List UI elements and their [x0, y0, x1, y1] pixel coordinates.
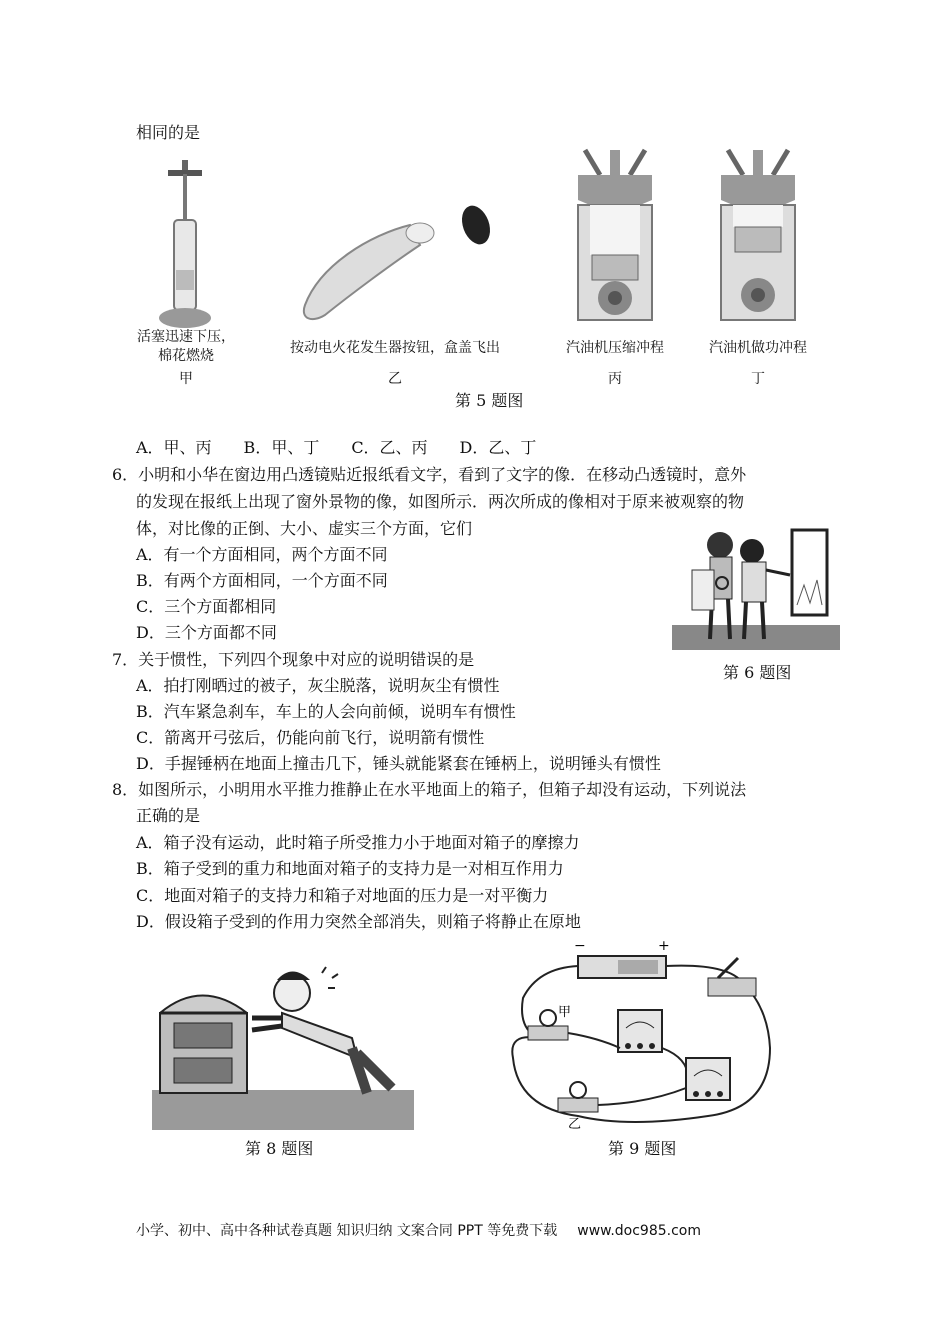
q9-circuit-image — [508, 938, 778, 1130]
q8-option-b: B．箱子受到的重力和地面对箱子的支持力是一对相互作用力 — [136, 859, 564, 878]
caption-ding: 汽油机做功冲程 — [709, 340, 807, 356]
engine-compression-image — [570, 150, 660, 325]
caption-jia-line2: 棉花燃烧 — [158, 348, 214, 364]
caption-jia-line1: 活塞迅速下压， — [137, 329, 235, 345]
continuation-text: 相同的是 — [136, 123, 201, 142]
bulb-jia-label: 甲 — [558, 1005, 572, 1020]
tag-ding: 丁 — [751, 371, 765, 387]
q5-options: A．甲、丙 B．甲、丁 C．乙、丙 D．乙、丁 — [136, 438, 537, 457]
q7-option-b: B．汽车紧急刹车，车上的人会向前倾，说明车有惯性 — [136, 702, 516, 721]
q8-boy-pushing-box-image — [152, 958, 414, 1130]
battery-plus-label: + — [658, 938, 670, 954]
page-footer — [136, 1220, 701, 1240]
tag-bing: 丙 — [608, 371, 622, 387]
q8-stem-line2: 正确的是 — [136, 806, 201, 825]
q6-option-d: D．三个方面都不同 — [136, 623, 277, 642]
caption-bing: 汽油机压缩冲程 — [566, 340, 664, 356]
spark-generator-image — [300, 195, 510, 325]
q8-option-c: C．地面对箱子的支持力和箱子对地面的压力是一对平衡力 — [136, 886, 549, 905]
q8-stem-line1: 8．如图所示，小明用水平推力推静止在水平地面上的箱子，但箱子却没有运动，下列说法 — [112, 780, 747, 799]
tag-yi: 乙 — [388, 371, 402, 387]
q8-option-a: A．箱子没有运动，此时箱子所受推力小于地面对箱子的摩擦力 — [136, 833, 580, 852]
q7-option-d: D．手握锤柄在地面上撞击几下，锤头就能紧套在锤柄上，说明锤头有惯性 — [136, 754, 661, 773]
q6-option-a: A．有一个方面相同，两个方面不同 — [136, 545, 388, 564]
q6-stem-line2: 的发现在报纸上出现了窗外景物的像，如图所示．两次所成的像相对于原来被观察的物 — [136, 492, 745, 511]
q7-stem: 7．关于惯性，下列四个现象中对应的说明错误的是 — [112, 650, 475, 669]
caption-yi: 按动电火花发生器按钮，盒盖飞出 — [290, 340, 500, 356]
q7-option-c: C．箭离开弓弦后，仍能向前飞行，说明箭有惯性 — [136, 728, 485, 747]
q7-option-a: A．拍打刚晒过的被子，灰尘脱落，说明灰尘有惯性 — [136, 676, 500, 695]
q6-option-c: C．三个方面都相同 — [136, 597, 277, 616]
q8-option-d: D．假设箱子受到的作用力突然全部消失，则箱子将静止在原地 — [136, 912, 581, 931]
fire-syringe-image — [150, 160, 220, 330]
footer-url[interactable]: www.doc985.com — [577, 1223, 701, 1239]
q6-children-window-image — [672, 515, 840, 650]
engine-power-image — [713, 150, 803, 325]
q8-figure-label: 第 8 题图 — [245, 1139, 314, 1158]
q6-stem-line1: 6．小明和小华在窗边用凸透镜贴近报纸看文字，看到了文字的像．在移动凸透镜时，意外 — [112, 465, 747, 484]
q9-figure-label: 第 9 题图 — [608, 1139, 677, 1158]
q6-figure-label: 第 6 题图 — [723, 663, 792, 682]
q5-figure-label: 第 5 题图 — [455, 391, 524, 410]
footer-text: 小学、初中、高中各种试卷真题 知识归纳 文案合同 PPT 等免费下载 — [136, 1223, 558, 1239]
battery-minus-label: − — [574, 938, 586, 954]
q6-option-b: B．有两个方面相同，一个方面不同 — [136, 571, 388, 590]
tag-jia: 甲 — [179, 371, 193, 387]
q6-stem-line3: 体，对比像的正倒、大小、虚实三个方面，它们 — [136, 519, 473, 538]
bulb-yi-label: 乙 — [568, 1117, 582, 1132]
